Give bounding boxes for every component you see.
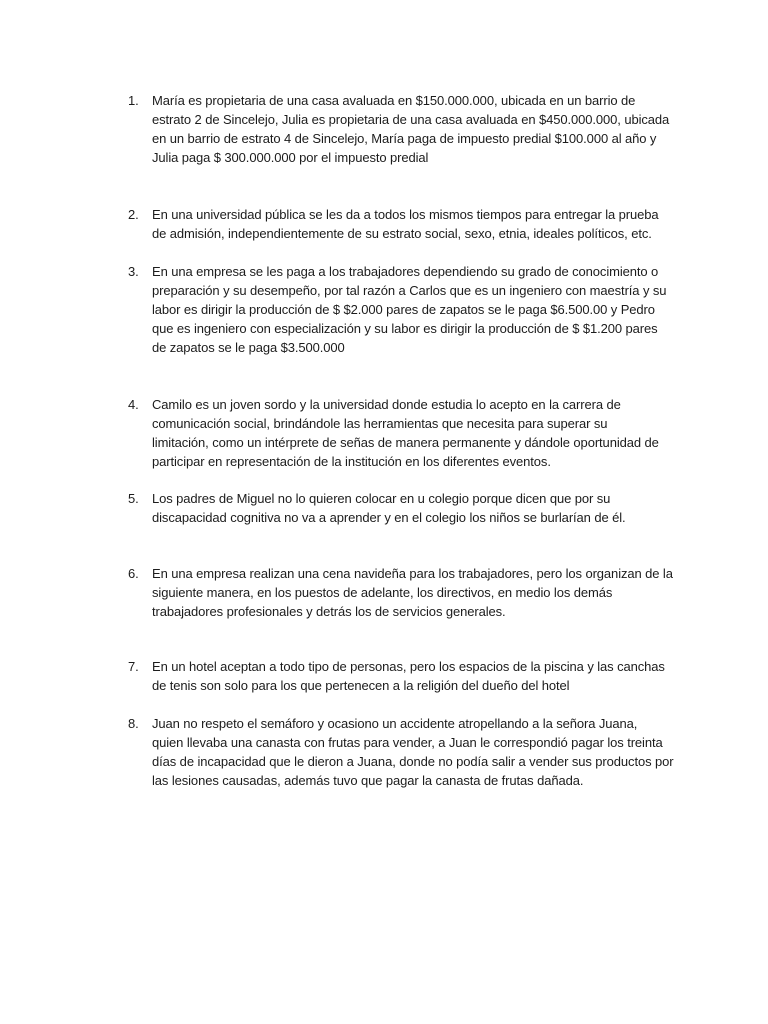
text-line: siguiente manera, en los puestos de adelante, los directivos, en medio los demás [152,585,613,600]
list-item-4 [128,395,668,471]
item-number: 4. [128,397,139,412]
item-text [152,91,668,167]
list-item-1 [128,91,668,167]
text-line: las lesiones causadas, además tuvo que pagar la canasta de frutas dañada. [152,773,584,788]
list-item-7 [128,657,668,695]
item-number: 3. [128,264,139,279]
list-item-2 [128,205,668,243]
item-text [152,205,668,243]
list-item-3 [128,262,668,357]
text-line: discapacidad cognitiva no va a aprender y en el colegio los niños se burlarían de él. [152,510,626,525]
list-item-6 [128,564,673,621]
text-line: en un barrio de estrato 4 de Sincelejo, María paga de impuesto predial $100.000 al año y [152,131,657,146]
text-line: En una empresa se les paga a los trabajadores dependiendo su grado de conocimiento o [152,264,659,279]
text-line: que es ingeniero con especialización y su labor es dirigir la producción de $ $1.200 pares [152,321,658,336]
text-line: de tenis son solo para los que pertenecen a la religión del dueño del hotel [152,678,570,693]
text-line: En una universidad pública se les da a todos los mismos tiempos para entregar la prueba [152,207,659,222]
text-line: Camilo es un joven sordo y la universidad donde estudia lo acepto en la carrera de [152,397,621,412]
item-text [152,657,668,695]
text-line: labor es dirigir la producción de $ $2.000 pares de zapatos se le paga $6.500.00 y Pedro [152,302,655,317]
text-line: limitación, como un intérprete de señas de manera permanente y dándole oportunidad de [152,435,659,450]
item-number: 1. [128,93,139,108]
text-line: preparación y su desempeño, por tal razón a Carlos que es un ingeniero con maestría y su [152,283,667,298]
item-text [152,564,673,621]
item-text [152,395,668,471]
item-number: 6. [128,566,139,581]
text-line: En una empresa realizan una cena navideña para los trabajadores, pero los organizan de la [152,566,673,581]
text-line: días de incapacidad que le dieron a Juana, donde no podía salir a vender sus productos por [152,754,674,769]
list-item-8 [128,714,674,790]
item-text [152,489,668,527]
text-line: En un hotel aceptan a todo tipo de personas, pero los espacios de la piscina y las canchas [152,659,665,674]
text-line: trabajadores profesionales y detrás los de servicios generales. [152,604,506,619]
text-line: quien llevaba una canasta con frutas para vender, a Juan le correspondió pagar los treinta [152,735,663,750]
item-number: 5. [128,491,139,506]
text-line: Juan no respeto el semáforo y ocasiono un accidente atropellando a la señora Juana, [152,716,638,731]
list-item-5 [128,489,668,527]
text-line: de zapatos se le paga $3.500.000 [152,340,345,355]
text-line: de admisión, independientemente de su estrato social, sexo, etnia, ideales políticos, etc. [152,226,652,241]
item-number: 2. [128,207,139,222]
text-line: María es propietaria de una casa avaluada en $150.000.000, ubicada en un barrio de [152,93,636,108]
item-text [152,262,668,357]
item-number: 8. [128,716,139,731]
text-line: comunicación social, brindándole las herramientas que necesita para superar su [152,416,608,431]
text-line: participar en representación de la institución en los diferentes eventos. [152,454,551,469]
text-line: Julia paga $ 300.000.000 por el impuesto predial [152,150,429,165]
text-line: estrato 2 de Sincelejo, Julia es propietaria de una casa avaluada en $450.000.000, ubicada [152,112,670,127]
item-number: 7. [128,659,139,674]
item-text [152,714,674,790]
text-line: Los padres de Miguel no lo quieren colocar en u colegio porque dicen que por su [152,491,611,506]
